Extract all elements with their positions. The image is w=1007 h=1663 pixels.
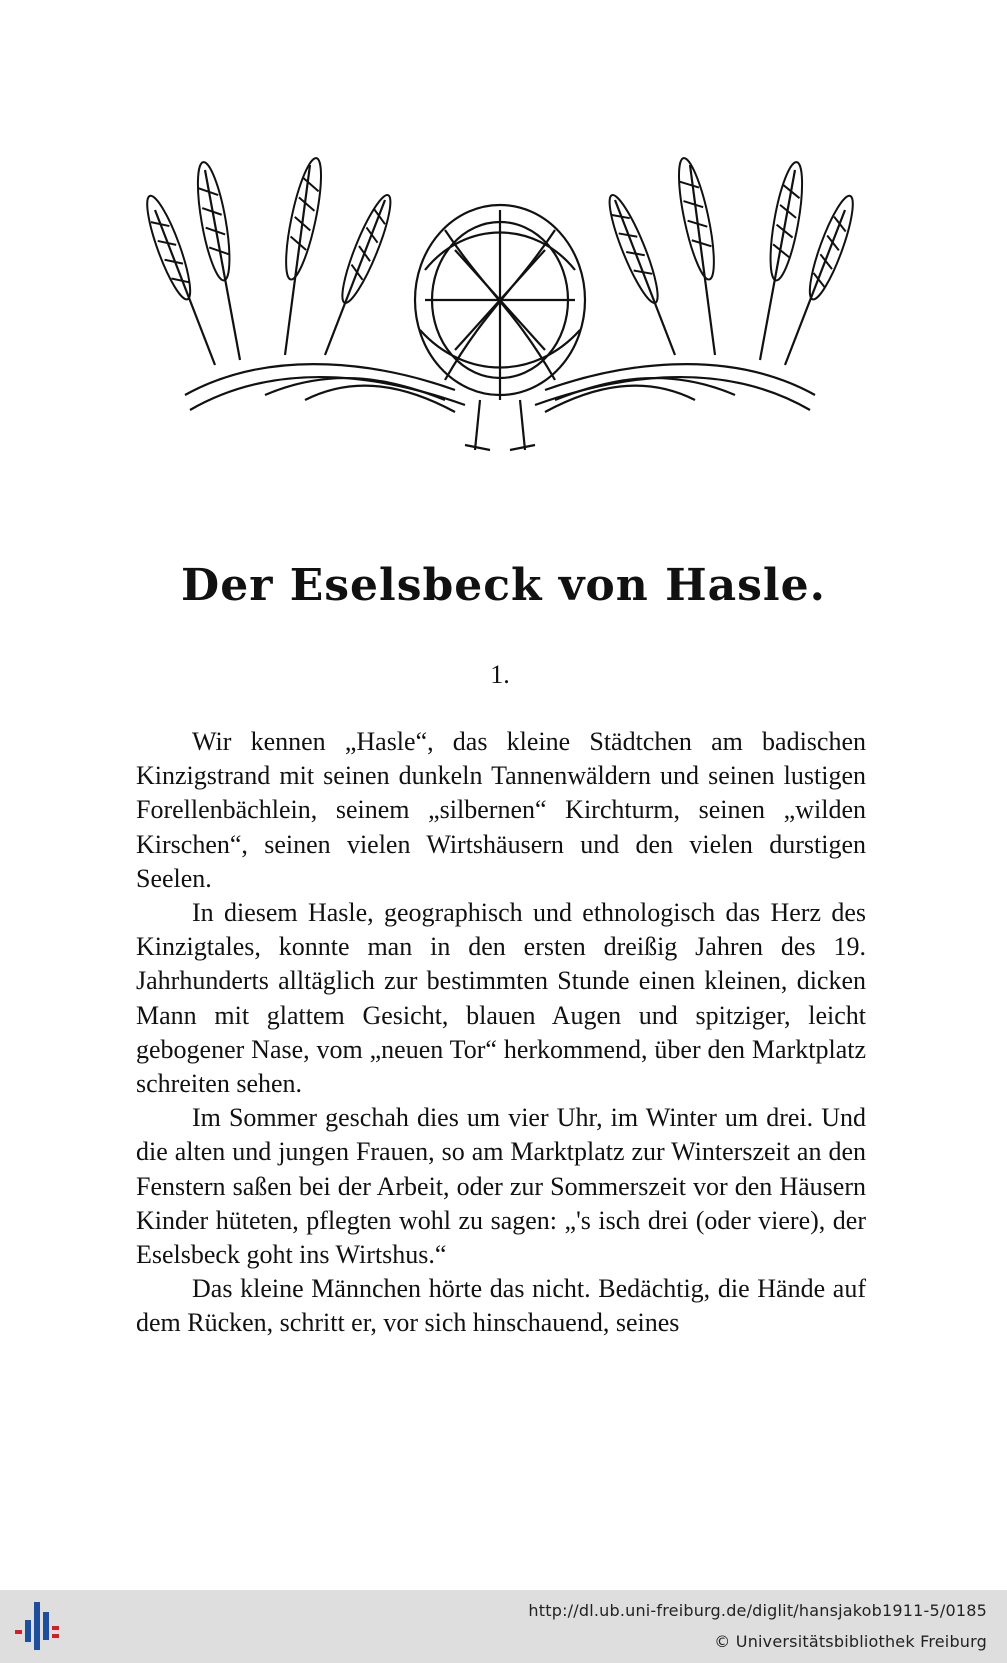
page-permalink[interactable]: http://dl.ub.uni-freiburg.de/diglit/hansjakob1911-5/0185 [528, 1601, 987, 1620]
paragraph: In diesem Hasle, geographisch und ethnologisch das Herz des Kinzigtales, konnte man in den ersten dreißig Jahren des 19. Jahrhunderts alltäglich zur bestimmten Stunde einen kleinen, dicken Mann mit glattem Gesicht, blauen Augen und spitziger, leicht gebogener Nase, vom „neuen Tor“ herkommend, über den Marktplatz schreiten sehen. [136, 898, 866, 1099]
chapter-title: Der Eselsbeck von Hasle. [181, 560, 826, 611]
wheat-and-knot-ornament-icon [125, 150, 875, 480]
section-number: 1. [490, 660, 510, 689]
viewer-footer [0, 1590, 1007, 1663]
paragraph: Wir kennen „Hasle“, das kleine Städtchen am badischen Kinzigstrand mit seinen dunkeln Tannenwäldern und seinen lustigen Forellenbächlein, seinem „silbernen“ Kirchturm, seinen „wilden Kirschen“, seinen vielen Wirtshäusern und den vielen durstigen Seelen. [136, 727, 866, 893]
ub-freiburg-logo-icon [12, 1598, 68, 1654]
body-text [136, 725, 866, 1341]
paragraph: Das kleine Männchen hörte das nicht. Bedächtig, die Hände auf dem Rücken, schritt er, vor sich hinschauend, seines [136, 1274, 866, 1338]
copyright-notice: © Universitätsbibliothek Freiburg [714, 1632, 987, 1651]
paragraph: Im Sommer geschah dies um vier Uhr, im Winter um drei. Und die alten und jungen Frauen, so am Marktplatz zur Winterszeit an den Fenstern saßen bei der Arbeit, oder zur Sommerszeit vor den Häusern Kinder hüteten, pflegten wohl zu sagen: „'s isch drei (oder viere), der Eselsbeck goht ins Wirtshus.“ [136, 1103, 866, 1270]
